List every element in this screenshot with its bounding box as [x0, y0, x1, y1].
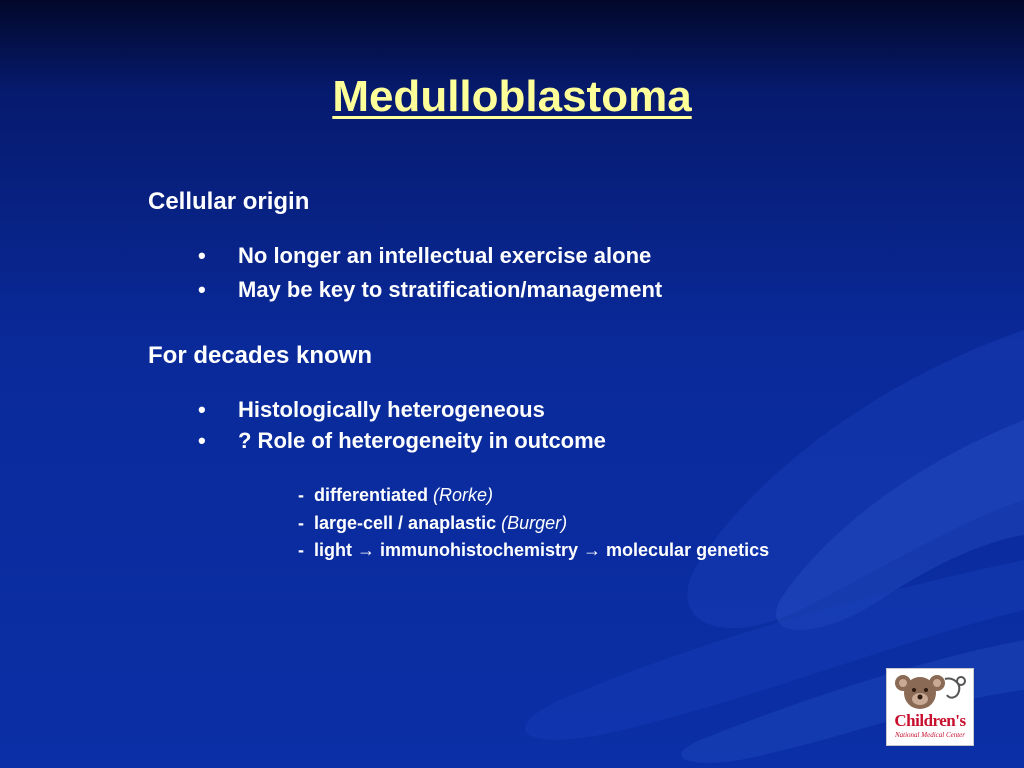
bullet-text: May be key to stratification/management [238, 277, 663, 302]
bullet-item [198, 397, 545, 423]
bullet-text: No longer an intellectual exercise alone [238, 243, 652, 268]
childrens-logo [886, 668, 974, 746]
bullet-item [198, 243, 651, 269]
teddy-bear-icon [887, 669, 973, 713]
sub-item-text: large-cell / anaplastic [314, 513, 497, 533]
bullet-marker: • [198, 277, 206, 302]
slide-title: Medulloblastoma [332, 72, 692, 121]
sub-item-text: light → immunohistochemistry → molecular genetics [314, 540, 770, 560]
citation: (Rorke) [433, 485, 494, 505]
sub-item [298, 540, 769, 561]
bullet-item [198, 277, 662, 303]
citation: (Burger) [501, 513, 568, 533]
dash-marker: - [298, 485, 304, 505]
logo-subtitle: National Medical Center [895, 731, 965, 739]
dash-marker: - [298, 513, 304, 533]
bullet-text: ? Role of heterogeneity in outcome [238, 428, 606, 453]
section-heading-cellular-origin: Cellular origin [148, 188, 310, 215]
bullet-marker: • [198, 397, 206, 422]
sub-item-text: differentiated [314, 485, 429, 505]
sub-item [298, 485, 493, 506]
section-heading-for-decades-known: For decades known [148, 342, 373, 369]
bullet-text: Histologically heterogeneous [238, 397, 545, 422]
logo-name: Children's [894, 711, 966, 730]
dash-marker: - [298, 540, 304, 560]
bullet-item [198, 428, 606, 454]
sub-item [298, 513, 567, 534]
bullet-marker: • [198, 243, 206, 268]
bullet-marker: • [198, 428, 206, 453]
